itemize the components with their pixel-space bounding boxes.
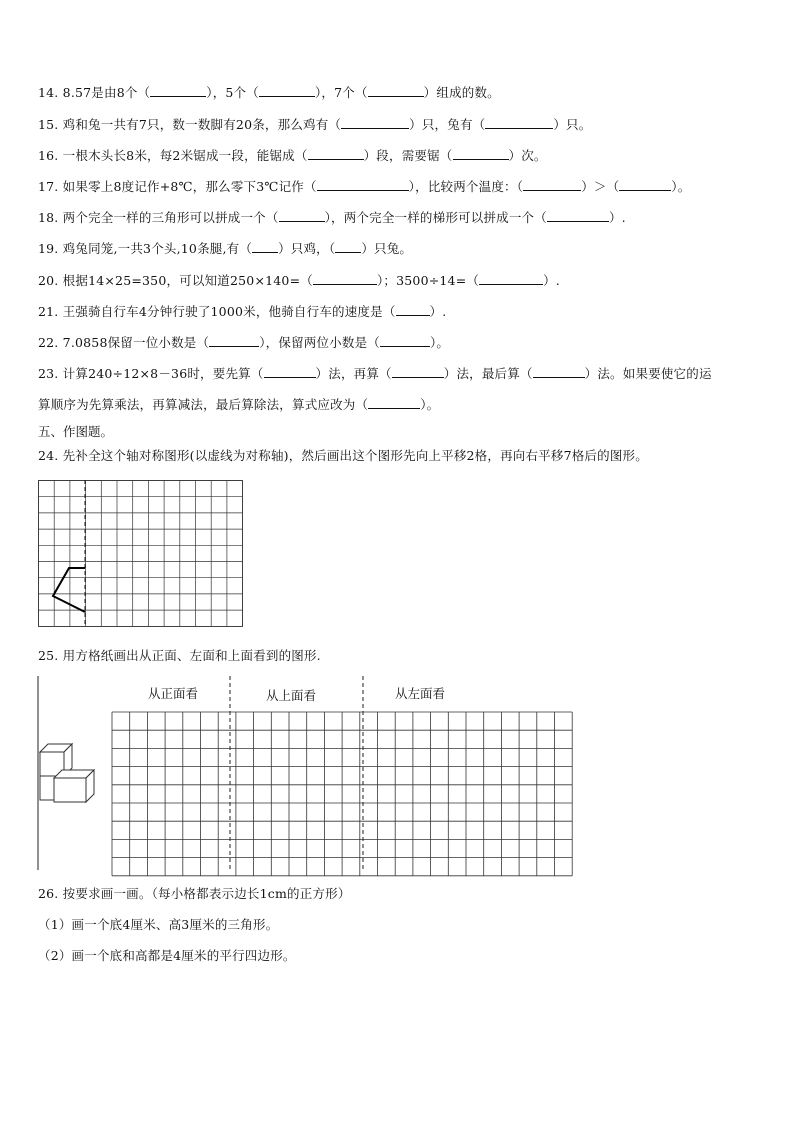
question-16: 16. 一根木头长8米，每2米锯成一段，能锯成（ ）段，需要锯（ ）次。 xyxy=(38,148,547,163)
answer-blank[interactable] xyxy=(479,273,543,285)
answer-blank[interactable] xyxy=(259,85,315,97)
answer-blank[interactable] xyxy=(279,210,325,222)
question-23-cont: 算顺序为先算乘法，再算减法，最后算除法，算式应改为（ ）。 xyxy=(38,397,440,412)
question-20: 20. 根据14×25=350，可以知道250×140=（ ）；3500÷14=（ ）. xyxy=(38,273,560,288)
answer-blank[interactable] xyxy=(317,179,409,191)
cube-figure xyxy=(40,744,94,802)
section-heading: 五、作图题。 xyxy=(38,424,114,439)
answer-blank[interactable] xyxy=(533,366,585,378)
answer-blank[interactable] xyxy=(308,148,364,160)
answer-blank[interactable] xyxy=(485,117,553,129)
question-26-part-1: （1）画一个底4厘米、高3厘米的三角形。 xyxy=(38,917,279,932)
answer-blank[interactable] xyxy=(313,273,377,285)
question-25: 25. 用方格纸画出从正面、左面和上面看到的图形. xyxy=(38,648,321,663)
answer-blank[interactable] xyxy=(209,335,259,347)
answer-blank[interactable] xyxy=(547,210,609,222)
question-17: 17. 如果零上8度记作+8℃，那么零下3℃记作（ ），比较两个温度：（ ）＞（ ）。 xyxy=(38,179,691,194)
answer-blank[interactable] xyxy=(368,85,424,97)
answer-blank[interactable] xyxy=(380,335,430,347)
question-15: 15. 鸡和兔一共有7只，数一数脚有20条，那么鸡有（ ）只，兔有（ ）只。 xyxy=(38,117,592,132)
question-14: 14. 8.57是由8个（ ），5个（ ），7个（ ）组成的数。 xyxy=(38,85,500,100)
question-21: 21. 王强骑自行车4分钟行驶了1000米，他骑自行车的速度是（ ）. xyxy=(38,304,447,319)
answer-blank[interactable] xyxy=(252,241,278,253)
question-24: 24. 先补全这个轴对称图形(以虚线为对称轴)，然后画出这个图形先向上平移2格，再向右平移7格后的图形。 xyxy=(38,448,648,463)
answer-blank[interactable] xyxy=(264,366,316,378)
question-22: 22. 7.0858保留一位小数是（ ），保留两位小数是（ ）。 xyxy=(38,335,450,350)
question-23: 23. 计算240÷12×8－36时，要先算（ ）法，再算（ ）法，最后算（ ）法。如果要使它的运 xyxy=(38,366,712,381)
answer-blank[interactable] xyxy=(523,179,581,191)
answer-blank[interactable] xyxy=(392,366,444,378)
question-26: 26. 按要求画一画。（每小格都表示边长1cm的正方形） xyxy=(38,886,351,901)
answer-blank[interactable] xyxy=(368,397,420,409)
symmetry-grid[interactable] xyxy=(38,480,244,628)
view-drawing-area xyxy=(36,676,581,870)
label-front-view: 从正面看 xyxy=(148,686,199,701)
answer-blank[interactable] xyxy=(619,179,671,191)
label-top-view: 从上面看 xyxy=(266,688,317,703)
answer-blank[interactable] xyxy=(335,241,361,253)
answer-blank[interactable] xyxy=(453,148,509,160)
answer-blank[interactable] xyxy=(150,85,206,97)
question-19: 19. 鸡兔同笼,一共3个头,10条腿,有（ ）只鸡，（ ）只兔。 xyxy=(38,241,413,256)
label-left-view: 从左面看 xyxy=(395,686,446,701)
question-26-part-2: （2）画一个底和高都是4厘米的平行四边形。 xyxy=(38,948,296,963)
half-figure xyxy=(53,568,85,612)
question-18: 18. 两个完全一样的三角形可以拼成一个（ ），两个完全一样的梯形可以拼成一个（ ）. xyxy=(38,210,626,225)
answer-blank[interactable] xyxy=(396,304,430,316)
answer-blank[interactable] xyxy=(341,117,409,129)
